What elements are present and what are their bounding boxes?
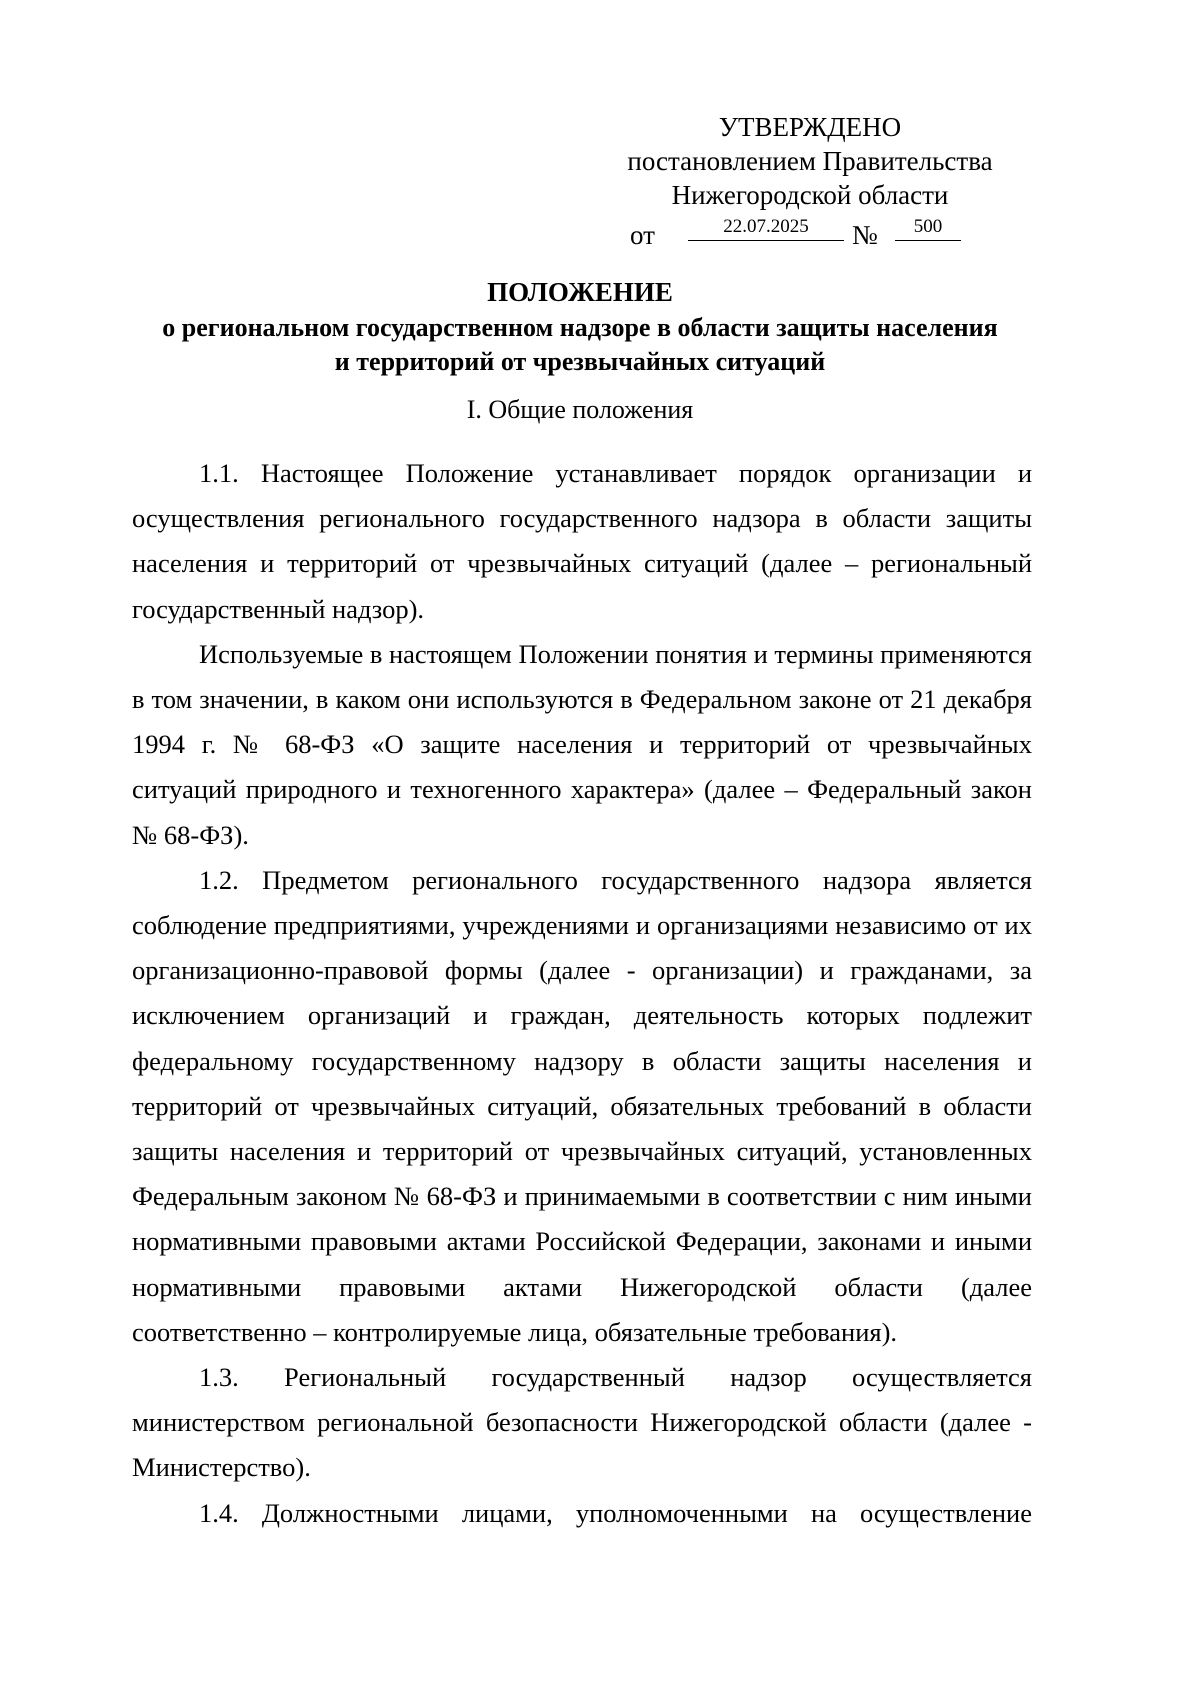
- approval-date-line: [600, 214, 1020, 250]
- paragraph-1-3: 1.3. Региональный государственный надзор осуществляется министерством региональной безопасности Нижегородской области (далее - Министерство).: [132, 1362, 1032, 1483]
- document-title: [0, 275, 1160, 379]
- approval-date: 22.07.2025: [688, 214, 844, 241]
- approval-number: 500: [895, 214, 961, 241]
- approval-heading: УТВЕРЖДЕНО: [718, 112, 902, 142]
- paragraph-1-2: 1.2. Предметом регионального государственного надзора является соблюдение предприятиями, учреждениями и организациями независимо от их организационно-правовой формы (далее - организации) и гражданами, за исключением организаций и граждан, деятельность которых подлежит федеральному государственному надзору в области защиты населения и территорий от чрезвычайных ситуаций, обязательных требований в области защиты населения и территорий от чрезвычайных ситуаций, установленных Федеральным законом № 68-ФЗ и принимаемыми в соответствии с ним иными нормативными правовыми актами Российской Федерации, законами и иными нормативными правовыми актами Нижегородской области (далее соответственно – контролируемые лица, обязательные требования).: [132, 864, 1032, 1347]
- document-body: [132, 451, 1032, 1536]
- paragraph-terms: Используемые в настоящем Положении понятия и термины применяются в том значении, в каком они используются в Федеральном законе от 21 декабря 1994 г. № 68-ФЗ «О защите населения и территорий от чрезвычайных ситуаций природного и техногенного характера» (далее – Федеральный закон № 68-ФЗ).: [132, 638, 1032, 850]
- date-prefix: от: [630, 220, 655, 250]
- approval-stamp: [600, 110, 1020, 250]
- paragraph-1-1: 1.1. Настоящее Положение устанавливает порядок организации и осуществления регионального государственного надзора в области защиты населения и территорий от чрезвычайных ситуаций (далее – региональный государственный надзор).: [132, 458, 1032, 624]
- number-sign: №: [852, 220, 878, 250]
- title-main: ПОЛОЖЕНИЕ: [487, 277, 673, 307]
- approval-line-region: Нижегородской области: [671, 180, 949, 210]
- title-subtitle-line2: и территорий от чрезвычайных ситуаций: [334, 347, 826, 376]
- title-subtitle-line1: о региональном государственном надзоре в области защиты населения: [162, 313, 998, 342]
- approval-line-decree: постановлением Правительства: [627, 146, 993, 176]
- paragraph-1-4: 1.4. Должностными лицами, уполномоченными на осуществление: [199, 1497, 1032, 1528]
- section-heading: I. Общие положения: [466, 395, 694, 424]
